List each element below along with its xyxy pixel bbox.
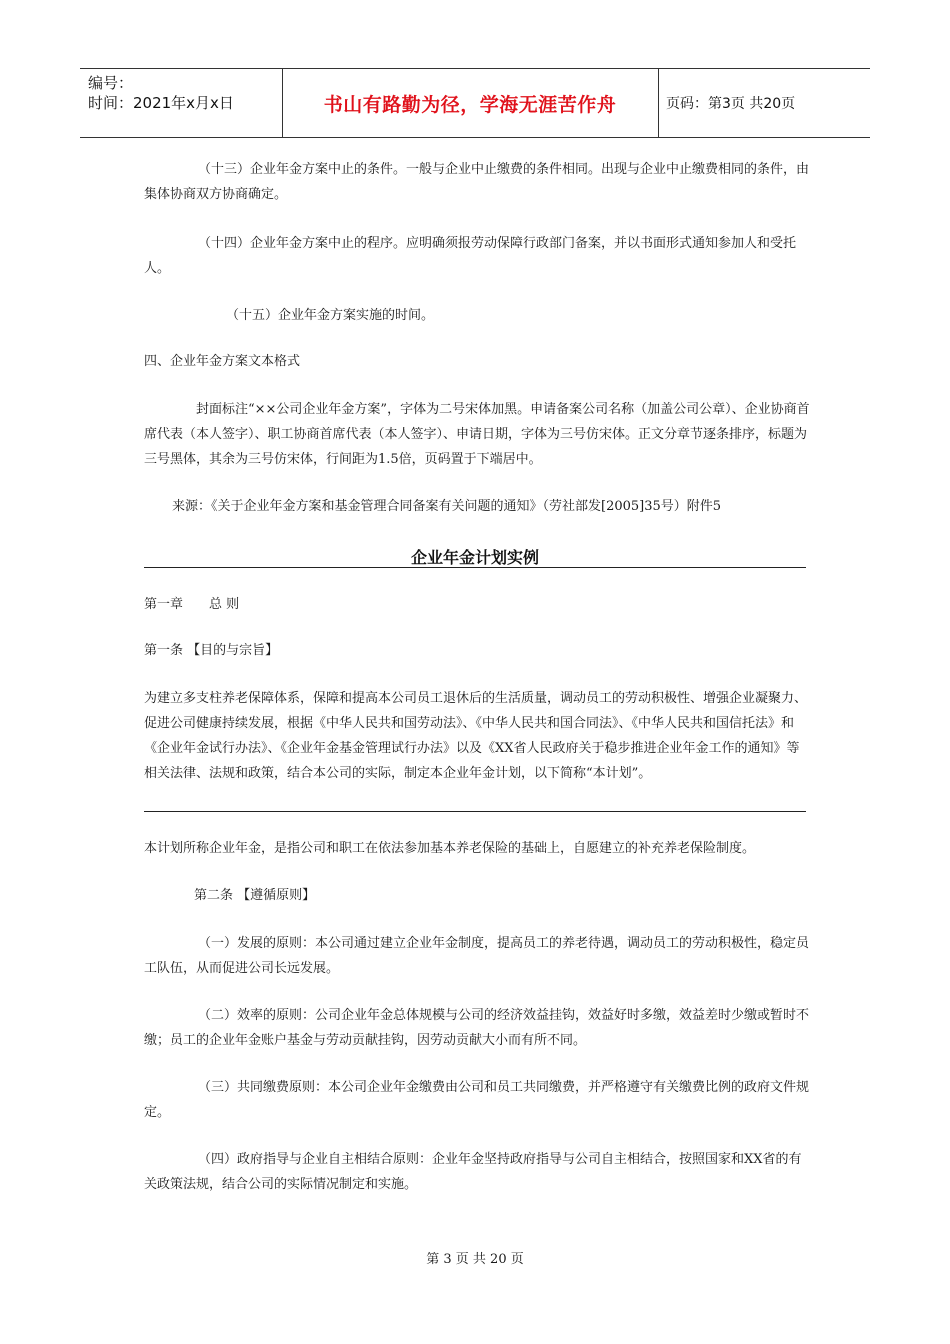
- principle-paragraph: （一）发展的原则：本公司通过建立企业年金制度，提高员工的养老待遇，调动员工的劳动积极性，稳定员工队伍，从而促进公司长远发展。: [144, 936, 810, 976]
- document-number-label: 编号：: [88, 74, 134, 92]
- format-paragraph: 封面标注“××公司企业年金方案”，字体为二号宋体加黑。申请备案公司名称（加盖公司公章）、企业协商首席代表（本人签字）、职工协商首席代表（本人签字）、申请日期，字体为三号仿宋体。正文分章节逐条排序，标题为三号黑体，其余为三号仿宋体，行间距为1.5倍，页码置于下端居中。: [144, 402, 810, 467]
- definition-paragraph: 本计划所称企业年金，是指公司和职工在依法参加基本养老保险的基础上，自愿建立的补充养老保险制度。: [144, 841, 756, 856]
- section-divider: [144, 811, 806, 812]
- chapter-heading: 第一章 总 则: [144, 597, 240, 612]
- header-divider: [658, 69, 659, 137]
- page-header: [80, 68, 870, 138]
- paragraph-item-15: （十五）企业年金方案实施的时间。: [226, 308, 435, 323]
- article-paragraph: 为建立多支柱养老保障体系，保障和提高本公司员工退休后的生活质量，调动员工的劳动积极性、增强企业凝聚力、促进公司健康持续发展，根据《中华人民共和国劳动法》、《中华人民共和国合同法》、《中华人民共和国信托法》和《企业年金试行办法》、《企业年金基金管理试行办法》以及《XX省人民政府关于稳步推进企业年金工作的通知》等相关法律、法规和政策，结合本公司的实际，制定本企业年金计划，以下简称“本计划”。: [144, 691, 808, 781]
- article-heading: 第二条 【遵循原则】: [194, 888, 316, 903]
- paragraph-item-13: （十三）企业年金方案中止的条件。一般与企业中止缴费的条件相同。出现与企业中止缴费相同的条件，由集体协商双方协商确定。: [144, 162, 810, 202]
- principle-paragraph: （三）共同缴费原则：本公司企业年金缴费由公司和员工共同缴费，并严格遵守有关缴费比例的政府文件规定。: [144, 1080, 810, 1120]
- article-heading: 第一条 【目的与宗旨】: [144, 643, 279, 658]
- source-citation: 来源：《关于企业年金方案和基金管理合同备案有关问题的通知》（劳社部发[2005]35号）附件5: [172, 499, 722, 514]
- plan-title: 企业年金计划实例: [410, 548, 539, 567]
- section-heading: 四、企业年金方案文本格式: [144, 354, 301, 369]
- title-underline: [144, 567, 806, 568]
- header-meta: [88, 73, 278, 113]
- paragraph-item-14: （十四）企业年金方案中止的程序。应明确须报劳动保障行政部门备案，并以书面形式通知参加人和受托人。: [144, 236, 797, 276]
- header-page-info: 页码：第3页 共20页: [666, 96, 796, 112]
- page-footer: 第 3 页 共 20 页: [426, 1252, 524, 1267]
- principle-paragraph: （二）效率的原则：公司企业年金总体规模与公司的经济效益挂钩，效益好时多缴，效益差时少缴或暂时不缴；员工的企业年金账户基金与劳动贡献挂钩，因劳动贡献大小而有所不同。: [144, 1008, 810, 1048]
- document-time-label: 时间：2021年x月x日: [88, 94, 234, 112]
- header-motto: 书山有路勤为径，学海无涯苦作舟: [323, 94, 617, 116]
- principle-paragraph: （四）政府指导与企业自主相结合原则：企业年金坚持政府指导与公司自主相结合，按照国家和XX省的有关政策法规，结合公司的实际情况制定和实施。: [144, 1152, 802, 1192]
